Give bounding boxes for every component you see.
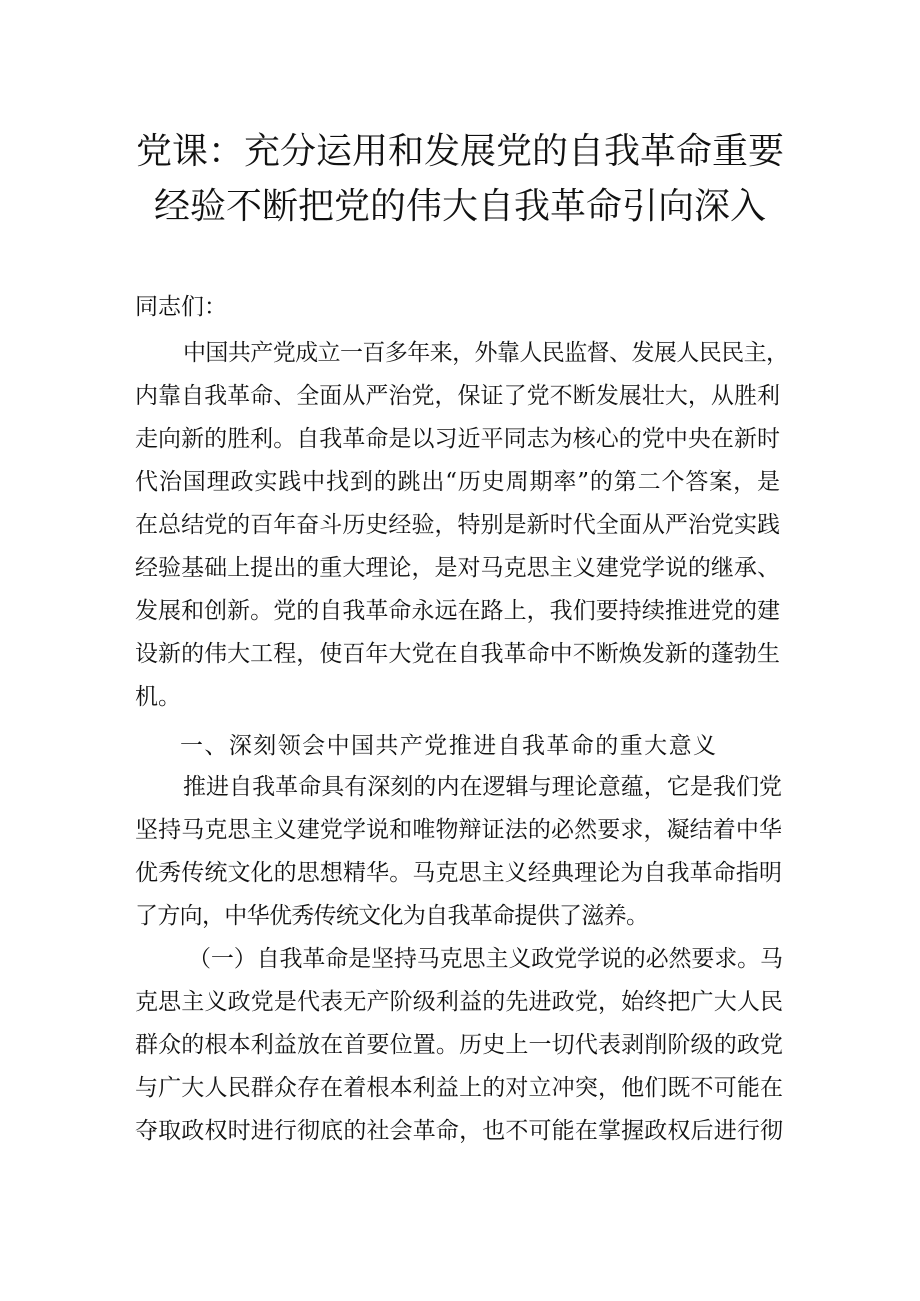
paragraph-line-text: 与广大人民群众存在着根本利益上的对立冲突，他们既不可能在 bbox=[135, 1075, 784, 1101]
section-heading-text: 一、深刻领会中国共产党推进自我革命的重大意义 bbox=[180, 733, 718, 759]
paragraph-line-text: 代治国理政实践中找到的跳出“历史周期率”的第二个答案，是 bbox=[135, 469, 781, 495]
paragraph-line-text: 内靠自我革命、全面从严治党，保证了党不断发展壮大，从胜利 bbox=[135, 383, 781, 409]
document-title-line-1: 党课：充分运用和发展党的自我革命重要 bbox=[135, 131, 784, 172]
paragraph-line-text: 设新的伟大工程，使百年大党在自我革命中不断焕发新的蓬勃生 bbox=[135, 641, 781, 667]
paragraph-line-text: 推进自我革命具有深刻的内在逻辑与理论意蕴，它是我们党 bbox=[183, 774, 783, 800]
paragraph-line-text: 坚持马克思主义建党学说和唯物辩证法的必然要求，凝结着中华 bbox=[135, 817, 783, 843]
paragraph-line-text: 经验基础上提出的重大理论，是对马克思主义建党学说的继承、 bbox=[135, 555, 781, 581]
paragraph-line-text: 在总结党的百年奋斗历史经验，特别是新时代全面从严治党实践 bbox=[135, 512, 781, 538]
document-title-line-2: 经验不断把党的伟大自我革命引向深入 bbox=[153, 186, 766, 227]
paragraph-line-text: 夺取政权时进行彻底的社会革命，也不可能在掌握政权后进行彻 bbox=[135, 1118, 784, 1144]
salutation-text: 同志们： bbox=[135, 294, 227, 320]
paragraph-line-text: （一）自我革命是坚持马克思主义政党学说的必然要求。马 bbox=[188, 946, 783, 972]
paragraph-line-text: 克思主义政党是代表无产阶级利益的先进政党，始终把广大人民 bbox=[135, 989, 784, 1015]
paragraph-line-text: 群众的根本利益放在首要位置。历史上一切代表剥削阶级的政党 bbox=[135, 1032, 784, 1058]
paragraph-line-text: 走向新的胜利。自我革命是以习近平同志为核心的党中央在新时 bbox=[135, 426, 781, 452]
paragraph-line-text: 机。 bbox=[135, 684, 181, 710]
paragraph-line-text: 发展和创新。党的自我革命永远在路上，我们要持续推进党的建 bbox=[135, 598, 781, 624]
paragraph-line-text: 了方向，中华优秀传统文化为自我革命提供了滋养。 bbox=[135, 903, 649, 929]
paragraph-line-text: 优秀传统文化的思想精华。马克思主义经典理论为自我革命指明 bbox=[135, 860, 783, 886]
paragraph-line-text: 中国共产党成立一百多年来，外靠人民监督、发展人民民主， bbox=[183, 340, 789, 366]
